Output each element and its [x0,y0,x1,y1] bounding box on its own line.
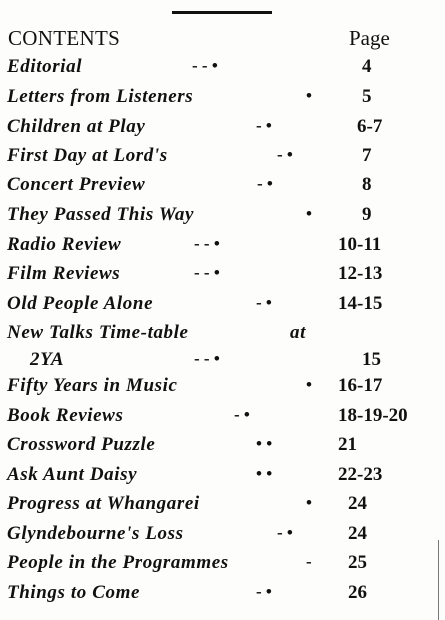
entry-page: 8 [362,174,372,195]
toc-entry-people [0,552,445,582]
entry-page: 10-11 [338,234,382,255]
dot-leader: - • [256,116,272,135]
dot-leader: - - • [194,234,220,253]
entry-title: First Day at Lord's [7,145,168,166]
entry-title: Concert Preview [7,174,146,195]
entry-page: 18-19-20 [338,405,408,426]
entry-title: Glyndebourne's Loss [7,523,184,544]
entry-page: 7 [362,145,372,166]
entry-title-continued: 2YA [30,349,65,370]
dot-leader: • [306,375,312,394]
page-column-heading: Page [349,26,390,50]
dot-leader: • • [256,464,273,483]
dot-leader: • [306,86,312,105]
toc-entry-children [0,116,445,146]
entry-title: They Passed This Way [7,204,195,225]
toc-entry-radio-review [0,234,445,264]
entry-page: 6-7 [357,116,383,137]
toc-entry-fifty-years [0,375,445,405]
toc-entry-book-reviews [0,405,445,435]
dot-leader: • • [256,434,273,453]
entry-title: Ask Aunt Daisy [7,464,138,485]
entry-title: Old People Alone [7,293,154,314]
dot-leader: • [306,493,312,512]
entry-title: New Talks Time-table [7,322,189,343]
entry-page: 21 [338,434,357,455]
dot-leader: - • [256,293,272,312]
dot-leader: • [306,204,312,223]
entry-title: Editorial [7,56,83,77]
entry-page: 25 [348,552,367,573]
toc-entry-passed [0,204,445,234]
entry-title: Book Reviews [7,405,124,426]
entry-page: 16-17 [338,375,383,396]
dot-leader: - • [257,174,273,193]
toc-entry-concert [0,174,445,204]
dot-leader: - [306,552,312,571]
entry-page: 15 [362,349,381,370]
toc-entry-things-to-come [0,582,445,612]
top-rule [172,11,272,14]
dot-leader: - • [277,145,293,164]
entry-page: 24 [348,523,367,544]
entry-page: 9 [362,204,372,225]
dot-leader: - - • [194,263,220,282]
entry-title: Things to Come [7,582,140,603]
entry-title: Fifty Years in Music [7,375,178,396]
dot-leader: - - • [192,56,218,75]
contents-heading: CONTENTS [8,26,121,50]
toc-entry-new-talks [0,322,445,380]
toc-entry-aunt-daisy [0,464,445,494]
dot-leader: - • [256,582,272,601]
toc-entry-editorial [0,56,445,86]
toc-entry-letters [0,86,445,116]
entry-title: People in the Programmes [7,552,229,573]
entry-title: Children at Play [7,116,146,137]
toc-entry-first-day [0,145,445,175]
toc-entry-crossword [0,434,445,464]
toc-entry-glyndebourne [0,523,445,553]
entry-page: 14-15 [338,293,383,314]
entry-title: Crossword Puzzle [7,434,156,455]
toc-entry-old-people [0,293,445,323]
entry-page: 24 [348,493,367,514]
entry-title: Letters from Listeners [7,86,194,107]
toc-entry-whangarei [0,493,445,523]
entry-title: Radio Review [7,234,122,255]
entry-page: 26 [348,582,367,603]
dot-leader: - • [277,523,293,542]
dot-leader: - • [234,405,250,424]
entry-title: Film Reviews [7,263,121,284]
page-edge-line [438,540,439,620]
toc-entry-film-reviews [0,263,445,293]
entry-page: 22-23 [338,464,383,485]
entry-page: 4 [362,56,372,77]
entry-page: 12-13 [338,263,383,284]
entry-title-at: at [290,322,306,343]
entry-title: Progress at Whangarei [7,493,200,514]
entry-page: 5 [362,86,372,107]
dot-leader: - - • [194,349,220,368]
